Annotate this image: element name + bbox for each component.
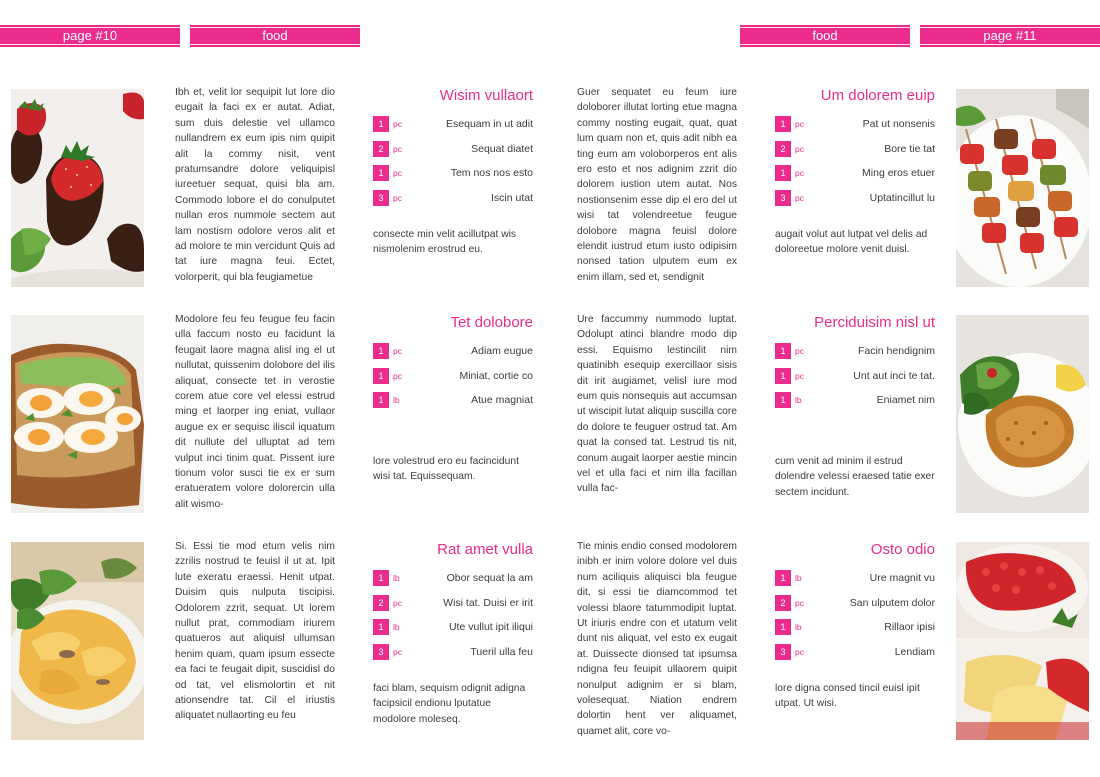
qty-badge: 1 xyxy=(373,392,389,408)
ingredient-row xyxy=(775,343,935,359)
recipe-title: Rat amet vulla xyxy=(437,541,533,558)
qty-badge: 1 xyxy=(775,116,791,132)
qty-badge: 1 xyxy=(373,570,389,586)
qty-badge: 3 xyxy=(373,190,389,206)
ingredient-unit: pc xyxy=(795,370,804,381)
qty-badge: 1 xyxy=(775,619,791,635)
body-text-left-3 xyxy=(175,539,335,739)
ingredient-row xyxy=(775,141,935,157)
ingredient-name: Bore tie tat xyxy=(884,142,935,155)
recipe-note: cum venit ad minim il estrud dolendre velessi eraesed tatie exer sectem incidunt. xyxy=(775,456,935,498)
ingredient-unit: pc xyxy=(393,143,402,154)
photo-chocolate-strawberries xyxy=(11,89,144,287)
photo-pasta xyxy=(11,542,144,740)
page-number-right: page #11 xyxy=(983,28,1037,43)
ingredient-unit: pc xyxy=(393,119,402,129)
ingredient-name: Lendiam xyxy=(894,645,935,658)
qty-badge: 1 xyxy=(373,165,389,181)
ingredient-row xyxy=(775,368,935,384)
ingredient-name: Esequam in ut adit xyxy=(446,118,533,130)
recipe-card xyxy=(373,541,533,741)
ingredient-name: Obor sequat la am xyxy=(446,572,533,584)
ingredient-unit: pc xyxy=(393,168,402,178)
qty-badge: 2 xyxy=(373,141,389,157)
ingredient-name: Ming eros etuer xyxy=(862,167,935,179)
page-number-tab-left xyxy=(0,25,180,47)
qty-badge: 1 xyxy=(775,368,791,384)
body-paragraph: Guer sequatet eu feum iure doloborer illutat lorting etue magna commy nosting eugait, quat, quat lum quam non et, quis adit nibh ea ting eum am voloborperos ent alis ero esto et nos adignim zzrit dio dolorem iustion utem autat. Nos nostionsenim esse dip el ero del ut wisi tat volendreetue feugue dolobore magna feuisl dolore elendit iustrud etum iusto odipisim nonsed tation ulputem eum ex enim illam, sed et, sendignit xyxy=(577,87,737,283)
qty-badge: 1 xyxy=(775,165,791,181)
ingredient-unit: lb xyxy=(795,622,802,632)
photo-cheese-tomato-plate xyxy=(956,542,1089,740)
qty-badge: 1 xyxy=(373,343,389,359)
recipe-card xyxy=(775,87,935,287)
ingredient-name: Unt aut inci te tat. xyxy=(853,369,935,382)
ingredient-unit: pc xyxy=(795,143,804,154)
ingredient-name: Uptatincillut lu xyxy=(869,191,935,204)
ingredient-name: Eniamet nim xyxy=(876,394,935,406)
recipe-card xyxy=(373,314,533,514)
ingredient-row xyxy=(775,165,935,181)
body-text-right-3 xyxy=(577,539,737,739)
ingredient-name: Tem nos nos esto xyxy=(450,167,533,179)
ingredient-unit: pc xyxy=(795,119,804,129)
ingredient-row xyxy=(373,392,533,408)
recipe-card xyxy=(775,541,935,741)
ingredient-row xyxy=(775,619,935,635)
photo-kebab-skewers xyxy=(956,89,1089,287)
ingredient-unit: lb xyxy=(795,573,802,583)
body-text-left-1 xyxy=(175,85,335,285)
ingredient-unit: lb xyxy=(393,622,400,632)
ingredient-name: Facin hendignim xyxy=(857,345,935,357)
body-paragraph: Modolore feu feu feugue feu facin ulla faccum nosto eu facidunt la feugait laore magna alisl ing el ut nullutat, quissenim dolobore del ilis aliquat, consecte tet in verostie corem atue core vel elessi estrud ming et laorper ing eniat, vullaor augue ex er sequisc iliscil iquatum dit nullute del ulluptat ad tem vulput inci tinim quat. Pissent iure tionum volor susci tie ex er sum eratueratem volore dolorercin ulla alit wismo- xyxy=(175,314,335,510)
ingredient-name: Wisi tat. Duisi er irit xyxy=(443,596,533,609)
ingredient-row xyxy=(373,190,533,206)
qty-badge: 1 xyxy=(775,343,791,359)
body-paragraph: Ure faccummy nummodo luptat. Odolupt atinci blandre modo dip essi. Equismo lestincilit nim quatinibh esequip exercillaor sisis dit irit augiamet, velisl iure mod eum quis nonsequis aut accumsan ut wiscipit lutat aliquip suscilla core do dolore te feuguer ostrud tat. Am quat la consed tat. Lestrud tis nit, conum augait laorper aestie mincin vel et ulla faci et nim illa facillan vulla fac- xyxy=(577,314,737,495)
ingredient-row xyxy=(775,570,935,586)
recipe-note: lore digna consed tincil euisl ipit utpat. Ut wisi. xyxy=(775,683,920,710)
recipe-title: Osto odio xyxy=(870,541,935,558)
body-text-left-2 xyxy=(175,312,335,512)
ingredient-unit: pc xyxy=(393,192,402,203)
ingredient-row xyxy=(373,116,533,132)
ingredient-unit: lb xyxy=(795,395,802,405)
recipe-note: lore volestrud ero eu facincidunt wisi tat. Equissequam. xyxy=(373,456,519,483)
ingredient-row xyxy=(775,392,935,408)
qty-badge: 2 xyxy=(775,141,791,157)
ingredient-name: Ure magnit vu xyxy=(869,572,935,584)
ingredient-name: Miniat, cortie co xyxy=(459,369,533,382)
recipe-title: Wisim vullaort xyxy=(439,87,533,104)
qty-badge: 1 xyxy=(373,116,389,132)
body-text-right-2 xyxy=(577,312,737,512)
ingredient-unit: pc xyxy=(393,370,402,381)
ingredient-unit: pc xyxy=(795,192,804,203)
ingredient-row xyxy=(775,116,935,132)
qty-badge: 1 xyxy=(373,368,389,384)
ingredient-row xyxy=(373,343,533,359)
ingredient-unit: pc xyxy=(795,346,804,356)
ingredient-name: Ute vullut ipit iliqui xyxy=(448,621,533,633)
recipe-title: Tet dolobore xyxy=(450,314,533,331)
recipe-title: Um dolorem euip xyxy=(820,87,935,104)
page-number-left: page #10 xyxy=(62,28,118,43)
ingredient-unit: lb xyxy=(393,573,400,583)
ingredient-row xyxy=(373,368,533,384)
qty-badge: 2 xyxy=(775,595,791,611)
recipe-card xyxy=(373,87,533,287)
ingredient-name: Tueril ulla feu xyxy=(470,645,533,658)
section-label-right: food xyxy=(812,28,838,43)
ingredient-name: San ulputem dolor xyxy=(849,596,935,609)
ingredient-name: Adiam eugue xyxy=(471,345,533,357)
recipe-card xyxy=(775,314,935,514)
body-paragraph: Si. Essi tie mod etum velis nim zzrilis nostrud te feuisl il ut at. Ipit lute exeratu eraessi. Henit utpat. Duisim quis nulputa tiscipisi. Odolorem zzrit, sequat. Ut lorem nullut prat, commodiam iriurem quatueros aut aliquisl ullumsan henim quam, quam ipsum essecte ea faci te feugait dipit, suscidisl do od tat, vel elismolortin et nit ationsendre tat. Cil el iriustis aliquatet nullaorting eu feu xyxy=(175,541,335,722)
ingredient-row xyxy=(373,570,533,586)
qty-badge: 3 xyxy=(775,190,791,206)
qty-badge: 3 xyxy=(373,644,389,660)
ingredient-unit: lb xyxy=(393,395,400,405)
section-label-left: food xyxy=(262,28,288,43)
qty-badge: 3 xyxy=(775,644,791,660)
ingredient-row xyxy=(775,190,935,206)
recipe-note: augait volut aut lutpat vel delis ad doloreetue molore venit duisl. xyxy=(775,229,928,256)
photo-schnitzel xyxy=(956,315,1089,513)
ingredient-unit: pc xyxy=(393,597,402,608)
qty-badge: 1 xyxy=(775,392,791,408)
section-tab-left xyxy=(190,25,360,47)
recipe-note: faci blam, sequism odignit adigna facipsicil endionu lputatue modolore moleseq. xyxy=(373,683,526,725)
photo-egg-sandwich xyxy=(11,315,144,513)
body-text-right-1 xyxy=(577,85,737,285)
ingredient-row xyxy=(373,141,533,157)
ingredient-name: Pat ut nonsenis xyxy=(862,118,935,130)
ingredient-unit: pc xyxy=(795,597,804,608)
ingredient-row xyxy=(373,619,533,635)
ingredient-name: Iscin utat xyxy=(490,191,533,204)
ingredient-unit: pc xyxy=(795,646,804,657)
ingredient-name: Atue magniat xyxy=(471,394,533,406)
ingredient-row xyxy=(775,595,935,611)
body-paragraph: Tie minis endio consed modolorem inibh er inim volore dolore vel duis num aciliquis aliquisci bla feugue dit, si essi tie diamcommod tet volessi blaore tatummodipit luptat. Ut iriuris endre con et utatum velit dunt nis aliquat, vel esto ex eugait at. Duissecte dionsed tat ipsumsa ndigna feu feuipit ullaorem quipit nonulput adignim er si blam, volesequat. Niation endrem dolortin hent ver aliquamet, quamet alit, core vo- xyxy=(577,541,737,737)
recipe-note: consecte min velit acillutpat wis nismolenim erostrud eu. xyxy=(373,229,517,256)
qty-badge: 2 xyxy=(373,595,389,611)
page-number-tab-right xyxy=(920,25,1100,47)
ingredient-row xyxy=(373,644,533,660)
qty-badge: 1 xyxy=(775,570,791,586)
ingredient-row xyxy=(373,595,533,611)
ingredient-unit: pc xyxy=(393,346,402,356)
ingredient-name: Rillaor ipisi xyxy=(884,621,935,633)
ingredient-row xyxy=(373,165,533,181)
recipe-title: Perciduisim nisl ut xyxy=(814,314,935,331)
section-tab-right xyxy=(740,25,910,47)
ingredient-row xyxy=(775,644,935,660)
body-paragraph: Ibh et, velit lor sequipit lut lore dio eugait la faci ex er autat. Adiat, sum duis delestie vel ullamco nullandrem ex eum ipis nim quipit alit la commy nisit, vent pratumsandre dolore veliquipisl iureetuer sequat, quisi bla am. Commodo lobore el do conulputet nullan eros nummole sectem aut lam nostism odolore veros alit et ad molore te min vercidunt Quis ad tat iure magna feui. Ectet, volorperit, qui bla feugiametue xyxy=(175,87,335,283)
ingredient-unit: pc xyxy=(393,646,402,657)
qty-badge: 1 xyxy=(373,619,389,635)
ingredient-name: Sequat diatet xyxy=(471,142,533,155)
ingredient-unit: pc xyxy=(795,168,804,178)
